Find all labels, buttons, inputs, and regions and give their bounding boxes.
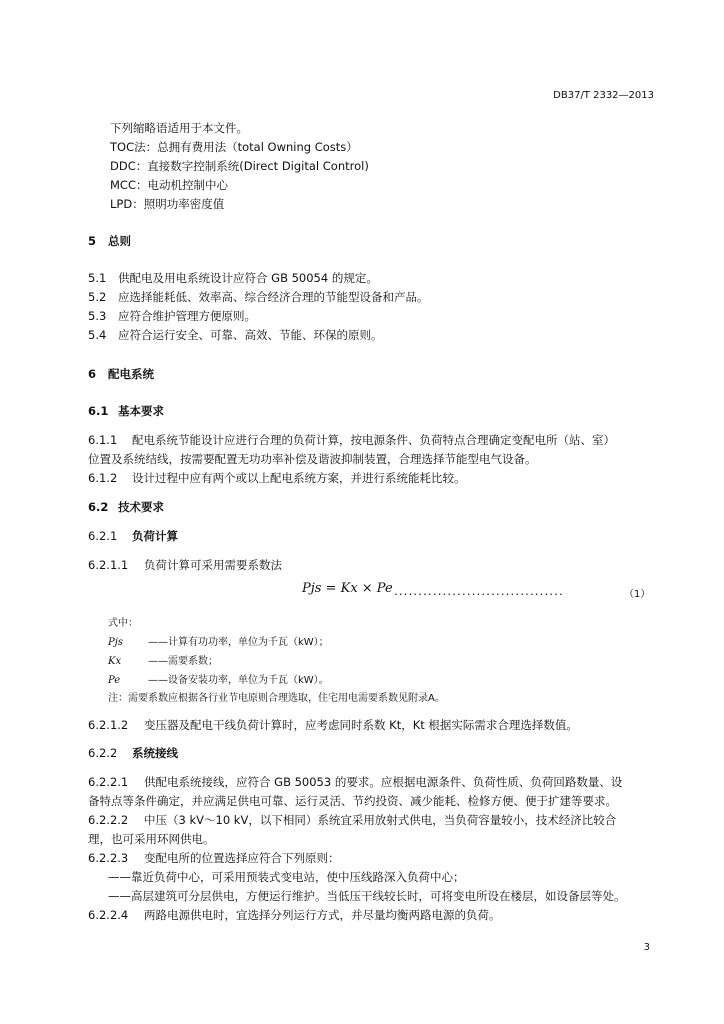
clause-text: 应符合维护管理方便原则。 [118, 309, 256, 323]
abbrev-item-ddc: DDC：直接数字控制系统(Direct Digital Control) [110, 159, 369, 173]
clause-text: 应选择能耗低、效率高、综合经济合理的节能型设备和产品。 [118, 290, 429, 304]
section-6-2-title: 技术要求 [118, 500, 164, 514]
formula-pjs: Pjs = Kx × Pe [302, 581, 393, 596]
clause-6-1-1 [88, 432, 615, 448]
abbrev-item-lpd: LPD：照明功率密度值 [110, 197, 225, 211]
clause-number: 5.4 [88, 328, 107, 342]
clause-number: 6.1.1 [88, 433, 118, 447]
section-6-2-1-heading [88, 528, 178, 544]
variable-desc: ——需要系数； [148, 656, 218, 667]
clause-number: 6.2.2.2 [88, 813, 129, 827]
section-6-2-1-number: 6.2.1 [88, 529, 118, 543]
list-item-high-rise: ——高层建筑可分层供电，方便运行维护。当低压干线较长时，可将变电所设在楼层，如设备层等处。 [108, 889, 626, 903]
clause-number: 6.2.2.3 [88, 851, 129, 865]
clause-5-4 [88, 327, 383, 343]
abbrev-intro: 下列缩略语适用于本文件。 [110, 121, 248, 135]
section-6-1-heading [88, 403, 164, 419]
doc-code: DB37/T 2332—2013 [553, 90, 654, 101]
clause-text: 应符合运行安全、可靠、高效、节能、环保的原则。 [118, 328, 383, 342]
clause-text: 两路电源供电时，宜选择分列运行方式，并尽量均衡两路电源的负荷。 [144, 908, 501, 922]
section-5-heading [88, 233, 131, 249]
note: 注：需要系数应根据各行业节电原则合理选取，住宅用电需要系数见附录A。 [108, 693, 445, 704]
clause-text: 变压器及配电干线负荷计算时，应考虑同时系数 Kt，Kt 根据实际需求合理选择数值。 [144, 718, 578, 732]
clause-6-1-1-cont: 位置及系统结线，按需要配置无功功率补偿及谐波抑制装置，合理选择节能型电气设备。 [88, 452, 537, 466]
clause-6-1-2 [88, 470, 466, 486]
section-6-number: 6 [88, 367, 97, 381]
clause-6-2-2-2-cont: 理，也可采用环网供电。 [88, 832, 215, 846]
clause-text: 变配电所的位置选择应符合下列原则： [144, 851, 340, 865]
clause-5-1 [88, 270, 378, 286]
variable-pe [108, 671, 329, 686]
section-6-1-number: 6.1 [88, 404, 109, 418]
section-6-2-1-title: 负荷计算 [132, 529, 178, 543]
section-6-title: 配电系统 [108, 367, 154, 381]
clause-number: 6.2.1.2 [88, 718, 129, 732]
variable-pjs [108, 633, 329, 648]
variable-desc: ——设备安装功率，单位为千瓦（kW）。 [148, 675, 329, 686]
section-6-heading [88, 366, 154, 382]
section-6-2-2-title: 系统接线 [132, 746, 178, 760]
section-6-2-heading [88, 499, 164, 515]
equation-number: （1） [624, 589, 651, 600]
page-number: 3 [643, 942, 650, 953]
clause-number: 6.2.1.1 [88, 558, 129, 572]
clause-6-2-2-4 [88, 907, 501, 923]
variable-desc: ——计算有功功率，单位为千瓦（kW）； [148, 637, 329, 648]
formula-leader-dots: ................................... [394, 584, 564, 598]
section-6-2-2-heading [88, 745, 178, 761]
clause-text: 中压（3 kV～10 kV，以下相同）系统宜采用放射式供电，当负荷容量较小，技术经济比较合 [144, 813, 617, 827]
clause-text: 配电系统节能设计应进行合理的负荷计算，按电源条件、负荷特点合理确定变配电所（站、室） [132, 433, 615, 447]
clause-6-2-2-1 [88, 774, 622, 790]
clause-text: 供配电系统接线，应符合 GB 50053 的要求。应根据电源条件、负荷性质、负荷回路数量、设 [144, 775, 623, 789]
section-6-1-title: 基本要求 [118, 404, 164, 418]
clause-number: 6.2.2.4 [88, 908, 129, 922]
clause-text: 供配电及用电系统设计应符合 GB 50054 的规定。 [118, 271, 378, 285]
list-item-load-center: ——靠近负荷中心，可采用预装式变电站，使中压线路深入负荷中心； [108, 870, 465, 884]
clause-6-2-2-1-cont: 备特点等条件确定，并应满足供电可靠、运行灵活、节约投资、减少能耗、检修方便、便于扩建等要求。 [88, 794, 617, 808]
abbrev-item-toc: TOC法：总拥有费用法（total Owning Costs） [110, 140, 358, 154]
clause-number: 6.2.2.1 [88, 775, 129, 789]
variable-symbol: Pjs [108, 637, 123, 648]
section-5-number: 5 [88, 234, 97, 248]
clause-5-3 [88, 308, 256, 324]
where-label: 式中： [108, 618, 138, 629]
variable-symbol: Pe [108, 675, 121, 686]
clause-6-2-1-1 [88, 557, 282, 573]
section-6-2-2-number: 6.2.2 [88, 746, 118, 760]
clause-number: 5.2 [88, 290, 107, 304]
clause-text: 设计过程中应有两个或以上配电系统方案，并进行系统能耗比较。 [132, 471, 466, 485]
clause-6-2-1-2 [88, 717, 578, 733]
clause-6-2-2-2 [88, 812, 616, 828]
abbrev-item-mcc: MCC：电动机控制中心 [110, 178, 228, 192]
variable-kx [108, 652, 218, 667]
variable-symbol: Kx [108, 656, 122, 667]
clause-6-2-2-3 [88, 850, 340, 866]
clause-number: 5.1 [88, 271, 107, 285]
clause-number: 5.3 [88, 309, 107, 323]
section-6-2-number: 6.2 [88, 500, 109, 514]
clause-number: 6.1.2 [88, 471, 118, 485]
clause-text: 负荷计算可采用需要系数法 [144, 558, 282, 572]
clause-5-2 [88, 289, 429, 305]
section-5-title: 总则 [108, 234, 131, 248]
